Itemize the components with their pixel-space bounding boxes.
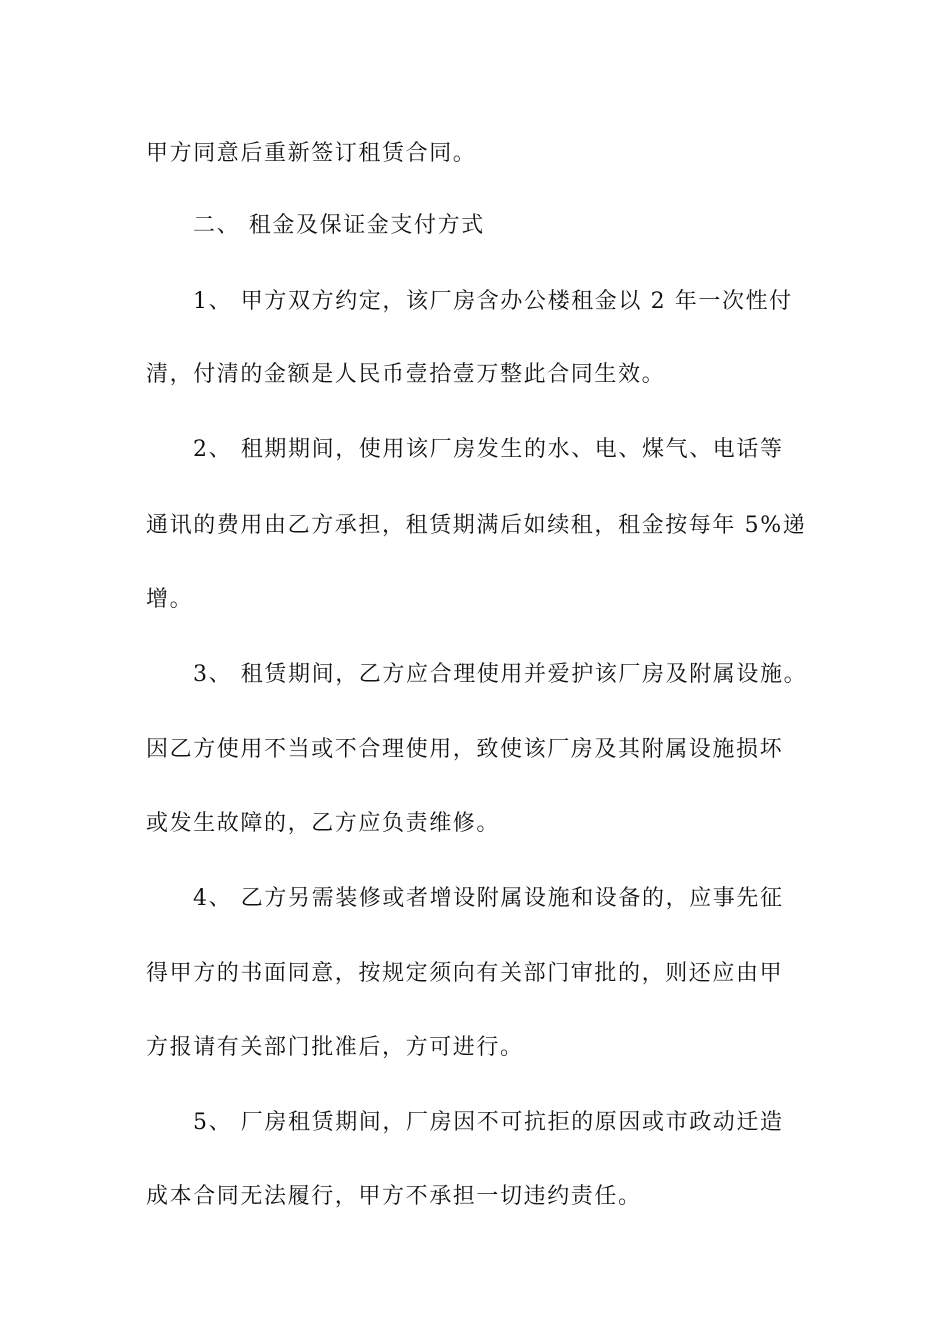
clause-4-line-1: 4、 乙方另需装修或者增设附属设施和设备的，应事先征 <box>193 886 784 911</box>
section-heading: 二、 租金及保证金支付方式 <box>193 213 485 238</box>
clause-5-line-2: 成本合同无法履行，甲方不承担一切违约责任。 <box>146 1184 642 1209</box>
clause-4-line-2: 得甲方的书面同意，按规定须向有关部门审批的，则还应由甲 <box>146 961 784 986</box>
clause-5-line-1: 5、 厂房租赁期间，厂房因不可抗拒的原因或市政动迁造 <box>193 1110 784 1135</box>
clause-2-line-1: 2、 租期期间，使用该厂房发生的水、电、煤气、电话等 <box>193 437 784 462</box>
clause-3-line-3: 或发生故障的，乙方应负责维修。 <box>146 811 501 836</box>
clause-3-line-2: 因乙方使用不当或不合理使用，致使该厂房及其附属设施损坏 <box>146 737 784 762</box>
clause-2-line-3: 增。 <box>146 587 194 612</box>
clause-1-line-2: 清，付清的金额是人民币壹拾壹万整此合同生效。 <box>146 362 666 387</box>
text-line: 甲方同意后重新签订租赁合同。 <box>146 141 477 166</box>
clause-2-line-2: 通讯的费用由乙方承担，租赁期满后如续租，租金按每年 5%递 <box>146 513 807 538</box>
clause-4-line-3: 方报请有关部门批准后，方可进行。 <box>146 1035 524 1060</box>
clause-1-line-1: 1、 甲方双方约定，该厂房含办公楼租金以 2 年一次性付 <box>193 289 793 314</box>
clause-3-line-1: 3、 租赁期间，乙方应合理使用并爱护该厂房及附属设施。 <box>193 662 808 687</box>
